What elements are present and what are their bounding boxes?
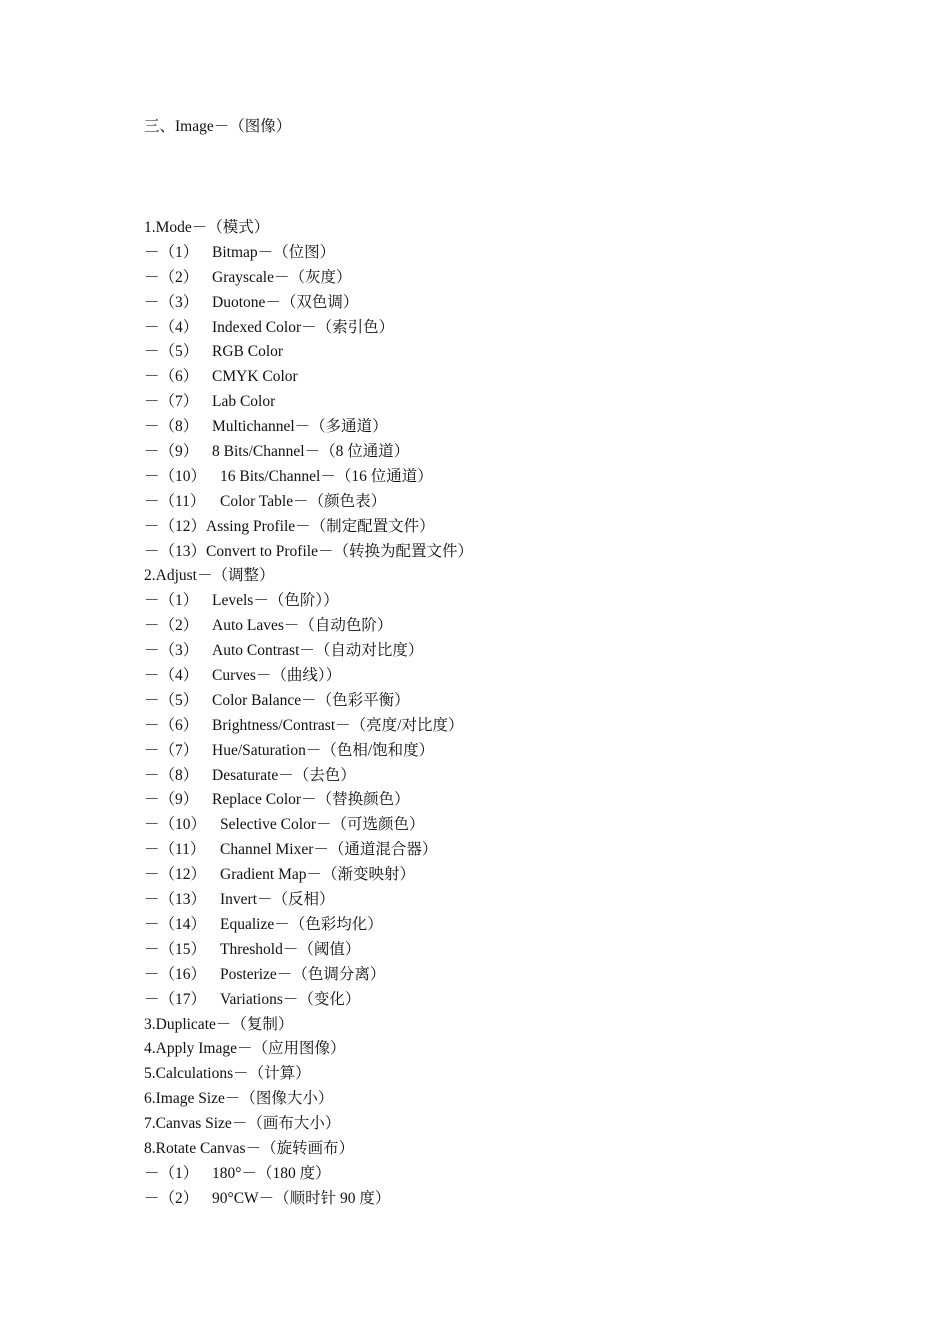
list-item xyxy=(144,764,844,789)
item-text: Hue/Saturation－（色相/饱和度） xyxy=(212,741,435,759)
item-text: Duotone－（双色调） xyxy=(212,293,359,311)
list-item xyxy=(144,465,844,490)
list-item xyxy=(144,714,844,739)
item-number: －（10） xyxy=(144,467,207,485)
item-text: Assing Profile－（制定配置文件） xyxy=(206,517,435,535)
item-number: －（1） xyxy=(144,592,199,610)
item-text: Levels－（色阶）） xyxy=(212,592,339,610)
list-item xyxy=(144,564,844,589)
list-item xyxy=(144,515,844,540)
menu-item-list xyxy=(144,216,844,1212)
list-item xyxy=(144,639,844,664)
list-item xyxy=(144,938,844,963)
item-text: Channel Mixer－（通道混合器） xyxy=(220,841,438,859)
list-item xyxy=(144,241,844,266)
list-item xyxy=(144,838,844,863)
list-item xyxy=(144,266,844,291)
item-number: －（2） xyxy=(144,617,199,635)
item-text: Invert－（反相） xyxy=(220,891,335,909)
item-text: Brightness/Contrast－（亮度/对比度） xyxy=(212,716,464,734)
list-item xyxy=(144,1137,844,1162)
item-text: Replace Color－（替换颜色） xyxy=(212,791,410,809)
item-text: Gradient Map－（渐变映射） xyxy=(220,866,416,884)
item-text: Auto Laves－（自动色阶） xyxy=(212,617,393,635)
list-item xyxy=(144,291,844,316)
list-item xyxy=(144,440,844,465)
item-text: Variations－（变化） xyxy=(220,990,361,1008)
section-heading: 三、Image－（图像） xyxy=(144,118,292,135)
item-text: 8.Rotate Canvas－（旋转画布） xyxy=(144,1139,355,1157)
item-number: －（8） xyxy=(144,766,199,784)
list-item xyxy=(144,340,844,365)
list-item xyxy=(144,365,844,390)
item-text: 3.Duplicate－（复制） xyxy=(144,1015,294,1033)
item-text: CMYK Color xyxy=(212,368,298,386)
list-item xyxy=(144,863,844,888)
item-text: Multichannel－（多通道） xyxy=(212,418,388,436)
item-text: Grayscale－（灰度） xyxy=(212,268,352,286)
item-text: Curves－（曲线）） xyxy=(212,667,342,685)
item-text: Bitmap－（位图） xyxy=(212,243,336,261)
item-number: －（3） xyxy=(144,293,199,311)
list-item xyxy=(144,913,844,938)
list-item xyxy=(144,589,844,614)
list-item xyxy=(144,1112,844,1137)
item-number: －（13） xyxy=(144,891,207,909)
list-item xyxy=(144,1037,844,1062)
item-number: －（3） xyxy=(144,642,199,660)
item-number: －（10） xyxy=(144,816,207,834)
list-item xyxy=(144,813,844,838)
item-text: 6.Image Size－（图像大小） xyxy=(144,1090,334,1108)
item-number: －（7） xyxy=(144,393,199,411)
item-text: Posterize－（色调分离） xyxy=(220,965,386,983)
item-number: －（12） xyxy=(144,866,207,884)
list-item xyxy=(144,1087,844,1112)
item-text: 7.Canvas Size－（画布大小） xyxy=(144,1115,341,1133)
list-item xyxy=(144,788,844,813)
item-text: 4.Apply Image－（应用图像） xyxy=(144,1040,346,1058)
item-number: －（5） xyxy=(144,343,199,361)
item-text: 90°CW－（顺时针 90 度） xyxy=(212,1189,391,1207)
item-text: Auto Contrast－（自动对比度） xyxy=(212,642,424,660)
item-text: Indexed Color－（索引色） xyxy=(212,318,395,336)
item-number: －（17） xyxy=(144,990,207,1008)
item-text: Equalize－（色彩均化） xyxy=(220,915,383,933)
list-item xyxy=(144,988,844,1013)
list-item xyxy=(144,888,844,913)
list-item xyxy=(144,614,844,639)
item-text: Selective Color－（可选颜色） xyxy=(220,816,425,834)
list-item xyxy=(144,1187,844,1212)
item-number: －（2） xyxy=(144,1189,199,1207)
list-item xyxy=(144,689,844,714)
item-number: －（9） xyxy=(144,791,199,809)
item-number: －（2） xyxy=(144,268,199,286)
item-number: －（12） xyxy=(144,517,207,535)
list-item xyxy=(144,1162,844,1187)
item-text: Desaturate－（去色） xyxy=(212,766,356,784)
item-number: －（7） xyxy=(144,741,199,759)
item-number: －（1） xyxy=(144,243,199,261)
item-number: －（16） xyxy=(144,965,207,983)
item-number: －（6） xyxy=(144,368,199,386)
list-item xyxy=(144,415,844,440)
item-text: 1.Mode－（模式） xyxy=(144,219,270,236)
list-item xyxy=(144,316,844,341)
list-item xyxy=(144,490,844,515)
list-item xyxy=(144,390,844,415)
item-number: －（4） xyxy=(144,667,199,685)
item-text: 2.Adjust－（调整） xyxy=(144,567,275,585)
list-item xyxy=(144,739,844,764)
item-number: －（5） xyxy=(144,691,199,709)
item-text: Lab Color xyxy=(212,393,276,411)
item-text: Color Table－（颜色表） xyxy=(220,492,387,510)
item-text: Color Balance－（色彩平衡） xyxy=(212,691,410,709)
item-text: 5.Calculations－（计算） xyxy=(144,1065,311,1083)
list-item xyxy=(144,1062,844,1087)
item-number: －（14） xyxy=(144,915,207,933)
list-item xyxy=(144,1013,844,1038)
item-text: 180°－（180 度） xyxy=(212,1164,331,1182)
item-number: －（6） xyxy=(144,716,199,734)
item-number: －（11） xyxy=(144,492,206,510)
list-item xyxy=(144,664,844,689)
item-text: 16 Bits/Channel－（16 位通道） xyxy=(220,467,433,485)
list-item xyxy=(144,540,844,565)
list-item xyxy=(144,216,844,241)
item-number: －（4） xyxy=(144,318,199,336)
item-number: －（11） xyxy=(144,841,206,859)
item-text: Convert to Profile－（转换为配置文件） xyxy=(206,542,473,560)
item-number: －（8） xyxy=(144,418,199,436)
item-number: －（15） xyxy=(144,940,207,958)
item-text: Threshold－（阈值） xyxy=(220,940,361,958)
list-item xyxy=(144,963,844,988)
item-number: －（1） xyxy=(144,1164,199,1182)
item-text: 8 Bits/Channel－（8 位通道） xyxy=(212,443,410,461)
item-text: RGB Color xyxy=(212,343,284,361)
item-number: －（9） xyxy=(144,443,199,461)
item-number: －（13） xyxy=(144,542,207,560)
